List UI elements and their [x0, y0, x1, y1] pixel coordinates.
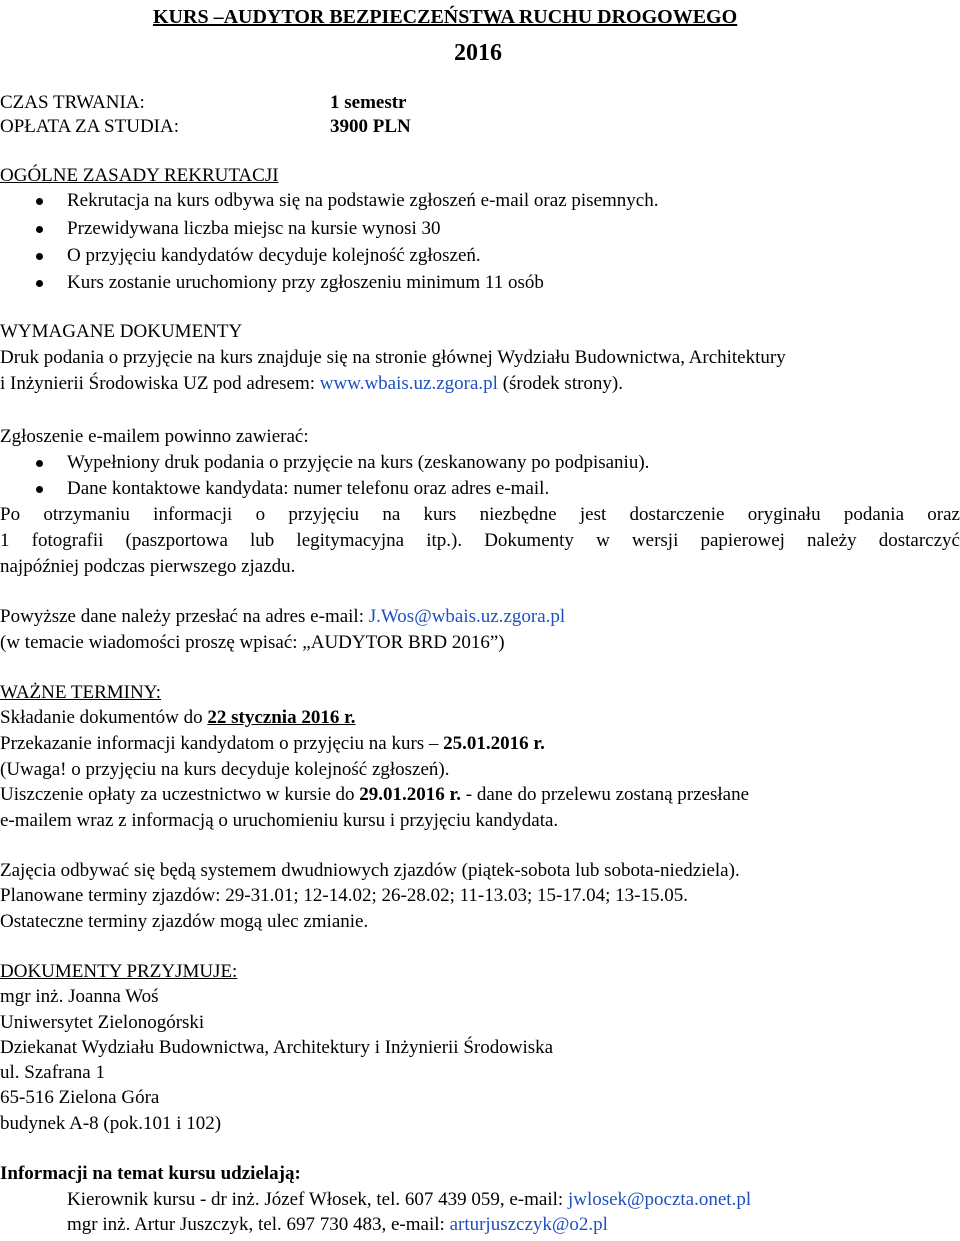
terms-heading: WAŻNE TERMINY: [0, 682, 161, 703]
duration-label: CZAS TRWANIA: [0, 92, 145, 113]
term-payment-cont: e-mailem wraz z informacją o uruchomieniu kursu i przyjęciu kandydata. [0, 810, 559, 831]
email-subject-note: (w temacie wiadomości proszę wpisać: „AUDYTOR BRD 2016”) [0, 632, 505, 653]
fee-label: OPŁATA ZA STUDIA: [0, 116, 179, 137]
accept-heading: DOKUMENTY PRZYJMUJE: [0, 961, 238, 982]
send-instructions: Powyższe dane należy przesłać na adres e-mail: J.Wos@wbais.uz.zgora.pl [0, 606, 566, 627]
contacts-heading: Informacji na temat kursu udzielają: [0, 1163, 301, 1184]
docs-heading: WYMAGANE DOKUMENTY [0, 321, 243, 342]
term-note: (Uwaga! o przyjęciu na kurs decyduje kolejność zgłoszeń). [0, 759, 450, 780]
term-payment: Uiszczenie opłaty za uczestnictwo w kursie do 29.01.2016 r. - dane do przelewu zostaną przesłane [0, 784, 750, 805]
term-admission-info: Przekazanie informacji kandydatom o przyjęciu na kurs – 25.01.2016 r. [0, 733, 545, 754]
docs-line-1: Druk podania o przyjęcie na kurs znajduje się na stronie głównej Wydziału Budownictwa, Architektury [0, 347, 786, 368]
schedule-line-3: Ostateczne terminy zjazdów mogą ulec zmianie. [0, 911, 369, 932]
accept-line: 65-516 Zielona Góra [0, 1087, 160, 1108]
bullet-icon [36, 253, 43, 260]
email-requirements-heading: Zgłoszenie e-mailem powinno zawierać: [0, 426, 309, 447]
accept-line: budynek A-8 (pok.101 i 102) [0, 1113, 222, 1134]
page-title: KURS –AUDYTOR BEZPIECZEŃSTWA RUCHU DROGOWEGO [153, 6, 738, 28]
contact-line-2: mgr inż. Artur Juszczyk, tel. 697 730 483, e-mail: arturjuszczyk@o2.pl [67, 1214, 608, 1235]
contact-email-link[interactable]: jwlosek@poczta.onet.pl [567, 1189, 752, 1210]
bullet-icon [36, 486, 43, 493]
bullet-icon [36, 280, 43, 287]
fee-value: 3900 PLN [330, 116, 411, 137]
accept-line: Dziekanat Wydziału Budownictwa, Architektury i Inżynierii Środowiska [0, 1037, 554, 1058]
schedule-line-2: Planowane terminy zjazdów: 29-31.01; 12-14.02; 26-28.02; 11-13.03; 15-17.04; 13-15.05. [0, 885, 688, 906]
duration-value: 1 semestr [330, 92, 407, 113]
documents-paragraph-line-3: najpóźniej podczas pierwszego zjazdu. [0, 556, 296, 577]
contact-email-link[interactable]: J.Wos@wbais.uz.zgora.pl [368, 606, 566, 627]
contact-line-1: Kierownik kursu - dr inż. Józef Włosek, tel. 607 439 059, e-mail: jwlosek@poczta.onet.pl [67, 1189, 752, 1210]
accept-line: ul. Szafrana 1 [0, 1062, 105, 1083]
rules-heading: OGÓLNE ZASADY REKRUTACJI [0, 165, 279, 186]
contact-email-link[interactable]: arturjuszczyk@o2.pl [449, 1214, 608, 1235]
docs-line-2: i Inżynierii Środowiska UZ pod adresem: www.wbais.uz.zgora.pl (środek strony). [0, 373, 623, 394]
documents-paragraph-line-1: Po otrzymaniu informacji o przyjęciu na kurs niezbędne jest dostarczenie oryginału podania oraz [0, 504, 960, 525]
bullet-icon [36, 226, 43, 233]
bullet-icon [36, 460, 43, 467]
document-page: KURS –AUDYTOR BEZPIECZEŃSTWA RUCHU DROGOWEGO 2016 CZAS TRWANIA: 1 semestr OPŁATA ZA STUDIA: 3900 PLN OGÓLNE ZASADY REKRUTACJI Rekrutacja na kurs odbywa się na podstawie zgłoszeń e-mail oraz pisemnych. Przewidywana liczba miejsc na kursie wynosi 30 O przyjęciu kandydatów decyduje kolejność zgłoszeń. Kurs zostanie uruchomiony przy zgłoszeniu minimum 11 osób WYMAGANE DOKUMENTY Druk podania o przyjęcie na kurs znajduje się na stronie głównej Wydziału Budownictwa, Architektury i Inżynierii Środowiska UZ pod adresem: www.wbais.uz.zgora.pl (środek strony). Zgłoszenie e-mailem powinno zawierać: Wypełniony druk podania o przyjęcie na kurs (zeskanowany po podpisaniu). Dane kontaktowe kandydata: numer telefonu oraz adres e-mail. Po otrzymaniu informacji o przyjęciu na kurs niezbędne jest dostarczenie oryginału podania oraz 1 fotografii (paszportowa lub legitymacyjna itp.). Dokumenty w wersji papierowej należy dostarczyć najpóźniej podczas pierwszego zjazdu. Powyższe dane należy przesłać na adres e-mail: J.Wos@wbais.uz.zgora.pl (w temacie wiadomości proszę wpisać: „AUDYTOR BRD 2016”) WAŻNE TERMINY: Składanie dokumentów do 22 stycznia 2016 r. Przekazanie informacji kandydatom o przyjęciu na kurs – 25.01.2016 r. (Uwaga! o przyjęciu na kurs decyduje kolejność zgłoszeń). Uiszczenie opłaty za uczestnictwo w kursie do 29.01.2016 r. - dane do przelewu zostaną przesłane e-mailem wraz z informacją o uruchomieniu kursu i przyjęciu kandydata. Zajęcia odbywać się będą systemem dwudniowych zjazdów (piątek-sobota lub sobota-niedziela). Planowane terminy zjazdów: 29-31.01; 12-14.02; 26-28.02; 11-13.03; 15-17.04; 13-15.05. Ostateczne terminy zjazdów mogą ulec zmianie. DOKUMENTY PRZYJMUJE: mgr inż. Joanna Woś Uniwersytet Zielonogórski Dziekanat Wydziału Budownictwa, Architektury i Inżynierii Środowiska ul. Szafrana 1 65-516 Zielona Góra budynek A-8 (pok.101 i 102) Informacji na temat kursu udzielają: Kierownik kursu - dr inż. Józef Włosek, tel. 607 439 059, e-mail: jwlosek@poczta.onet.pl mgr inż. Artur Juszczyk, tel. 697 730 483, e-mail: arturjuszczyk@o2.pl [0, 0, 960, 1241]
faculty-link[interactable]: www.wbais.uz.zgora.pl [319, 373, 498, 394]
term-documents-deadline: Składanie dokumentów do 22 stycznia 2016 r. [0, 707, 356, 728]
documents-paragraph-line-2: 1 fotografii (paszportowa lub legitymacyjna itp.). Dokumenty w wersji papierowej należy dostarczyć [0, 530, 960, 551]
accept-line: mgr inż. Joanna Woś [0, 986, 159, 1007]
schedule-line-1: Zajęcia odbywać się będą systemem dwudniowych zjazdów (piątek-sobota lub sobota-niedziela). [0, 860, 740, 881]
page-year: 2016 [454, 40, 502, 66]
bullet-icon [36, 198, 43, 205]
accept-line: Uniwersytet Zielonogórski [0, 1012, 205, 1033]
